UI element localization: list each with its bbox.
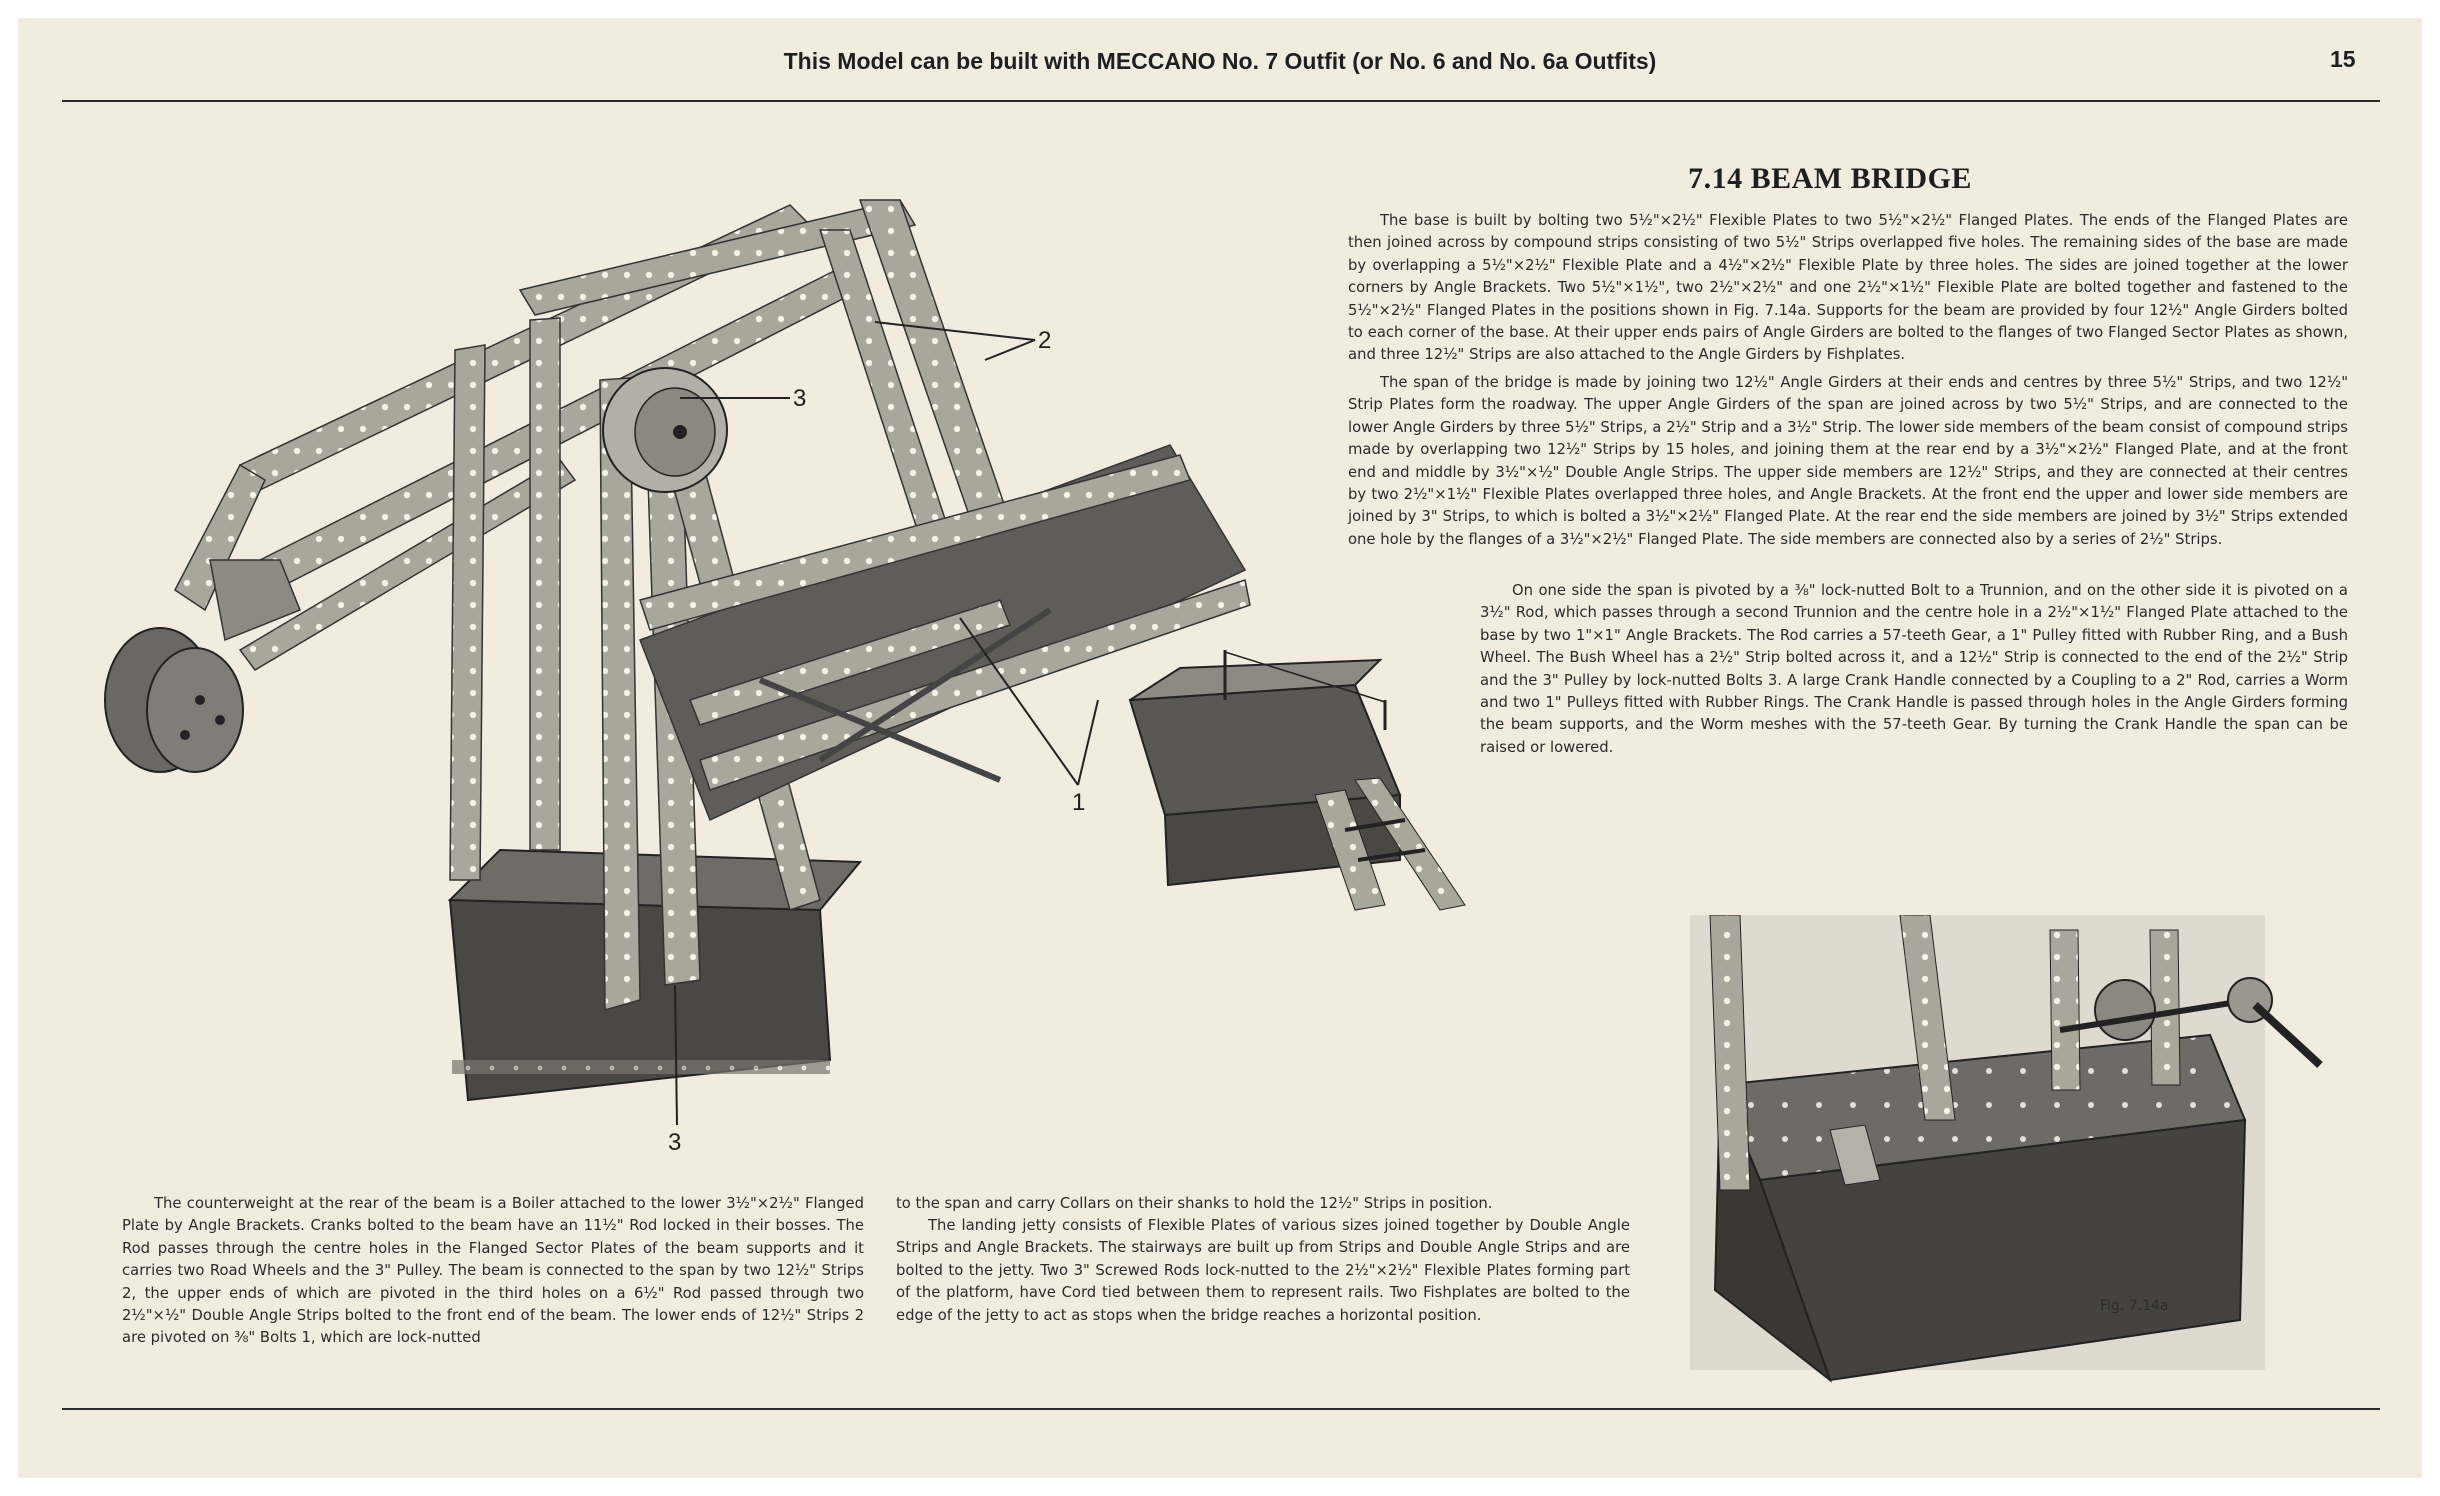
paragraph-jetty: The landing jetty consists of Flexible Plates of various sizes joined together by Double Angle Strips and Angle Brackets. The stairways are built up from Strips and Double Angle Strips and are bolted to the jetty. Two 3" Screwed Rods lock-nutted to the 2½"×2½" Flexible Plates forming part of the platform, have Cord tied between them to represent rails. Two Fishplates are bolted to the edge of the jetty to act as stops when the bridge reaches a horizontal position. (896, 1217, 1630, 1324)
header-rule (62, 100, 2380, 102)
footer-rule (62, 1408, 2380, 1410)
beam-bridge-illustration (80, 150, 1480, 1190)
boiler-counterweight (105, 628, 243, 772)
label-3-top: 3 (793, 385, 807, 412)
paragraph-counterweight: The counterweight at the rear of the beam is a Boiler attached to the lower 3½"×2½" Flanged Plate by Angle Brackets. Cranks bolted to the beam have an 11½" Rod locked in their bosses. The Rod passes through the centre holes in the Flanged Sector Plates of the beam supports and it carries two Road Wheels and the 3" Pulley. The beam is connected to the span by two 12½" Strips 2, the upper ends of which are pivoted in the third holes on a 6½" Rod passed through two 2½"×½" Double Angle Strips bolted to the front end of the beam. The lower ends of 12½" Strips 2 are pivoted on ⅜" Bolts 1, which are lock-nutted (122, 1195, 864, 1347)
paragraph-span: The span of the bridge is made by joining two 12½" Angle Girders at their ends and centres by three 5½" Strips, and two 12½" Strip Plates form the roadway. The upper Angle Girders of the span are joined across by two 5½" Strips, and are connected to the lower Angle Girders by three 5½" Strips, a 2½" Strip and a 3½" Strip. The lower side members of the beam consist of compound strips made by overlapping two 12½" Strips by 15 holes, and joining them at the rear end by a 3½"×2½" Flanged Plate, and at the front end and middle by 3½"×½" Double Angle Strips. The upper side members are 12½" Strips, and they are connected at their centres by two 2½"×1½" Flexible Plates overlapped three holes, and Angle Brackets. At the front end the upper and lower side members are joined by 3" Strips, to which is bolted a 3½"×2½" Flanged Plate. At the rear end the side members are joined by 3½" Strips extended one hole by the flanges of a 3½"×2½" Flanged Plate. The side members are connected also by a series of 2½" Strips. (1348, 374, 2348, 548)
page-header-title: This Model can be built with MECCANO No. 7 Outfit (or No. 6 and No. 6a Outfits) (783, 48, 1657, 74)
page-number: 15 (2330, 46, 2356, 72)
paragraph-base: The base is built by bolting two 5½"×2½" Flexible Plates to two 5½"×2½" Flanged Plates. The ends of the Flanged Plates are then joined across by compound strips consisting of two 5½" Strips overlapped five holes. The remaining sides of the base are made by overlapping a 5½"×2½" Flexible Plate and a 4½"×2½" Flexible Plate by three holes. The sides are joined together at the lower corners by Angle Brackets. Two 5½"×1½", two 2½"×2½" and one 2½"×1½" Flexible Plate are bolted together and fastened to the 5½"×2½" Flanged Plates in the positions shown in Fig. 7.14a. Supports for the beam are provided by four 12½" Angle Girders bolted to each corner of the base. At their upper ends pairs of Angle Girders are bolted to the flanges of two Flanged Sector Plates as shown, and three 12½" Strips are also attached to the Angle Girders by Fishplates. (1348, 212, 2348, 364)
paragraph-pivot: On one side the span is pivoted by a ⅜" lock-nutted Bolt to a Trunnion, and on the other side it is pivoted on a 3½" Rod, which passes through a second Trunnion and the centre hole in a 2½"×1½" Flanged Plate attached to the base by two 1"×1" Angle Brackets. The Rod carries a 57-teeth Gear, a 1" Pulley fitted with Rubber Ring, and a Bush Wheel. The Bush Wheel has a 2½" Strip bolted across it, and a 12½" Strip is connected to the end of the 2½" Strip and the 3" Pulley by lock-nutted Bolts 3. A large Crank Handle connected by a Coupling to a 2" Rod, carries a Worm and two 1" Pulleys fitted with Rubber Rings. The Crank Handle is passed through holes in the Angle Girders forming the beam supports, and the Worm meshes with the 57-teeth Gear. By turning the Crank Handle the span can be raised or lowered. (1480, 582, 2348, 756)
label-2: 2 (1038, 327, 1052, 354)
label-3-bottom: 3 (668, 1129, 682, 1156)
pulley-wheel (603, 368, 727, 492)
section-title: 7.14 BEAM BRIDGE (1688, 162, 1972, 195)
paragraph-span-collars: to the span and carry Collars on their shanks to hold the 12½" Strips in position. (896, 1195, 1493, 1212)
figure-7-14a-illustration (1690, 915, 2340, 1385)
figure-caption: Fig. 7.14a (2100, 1298, 2169, 1314)
landing-jetty (1130, 650, 1465, 910)
label-1: 1 (1072, 789, 1086, 816)
